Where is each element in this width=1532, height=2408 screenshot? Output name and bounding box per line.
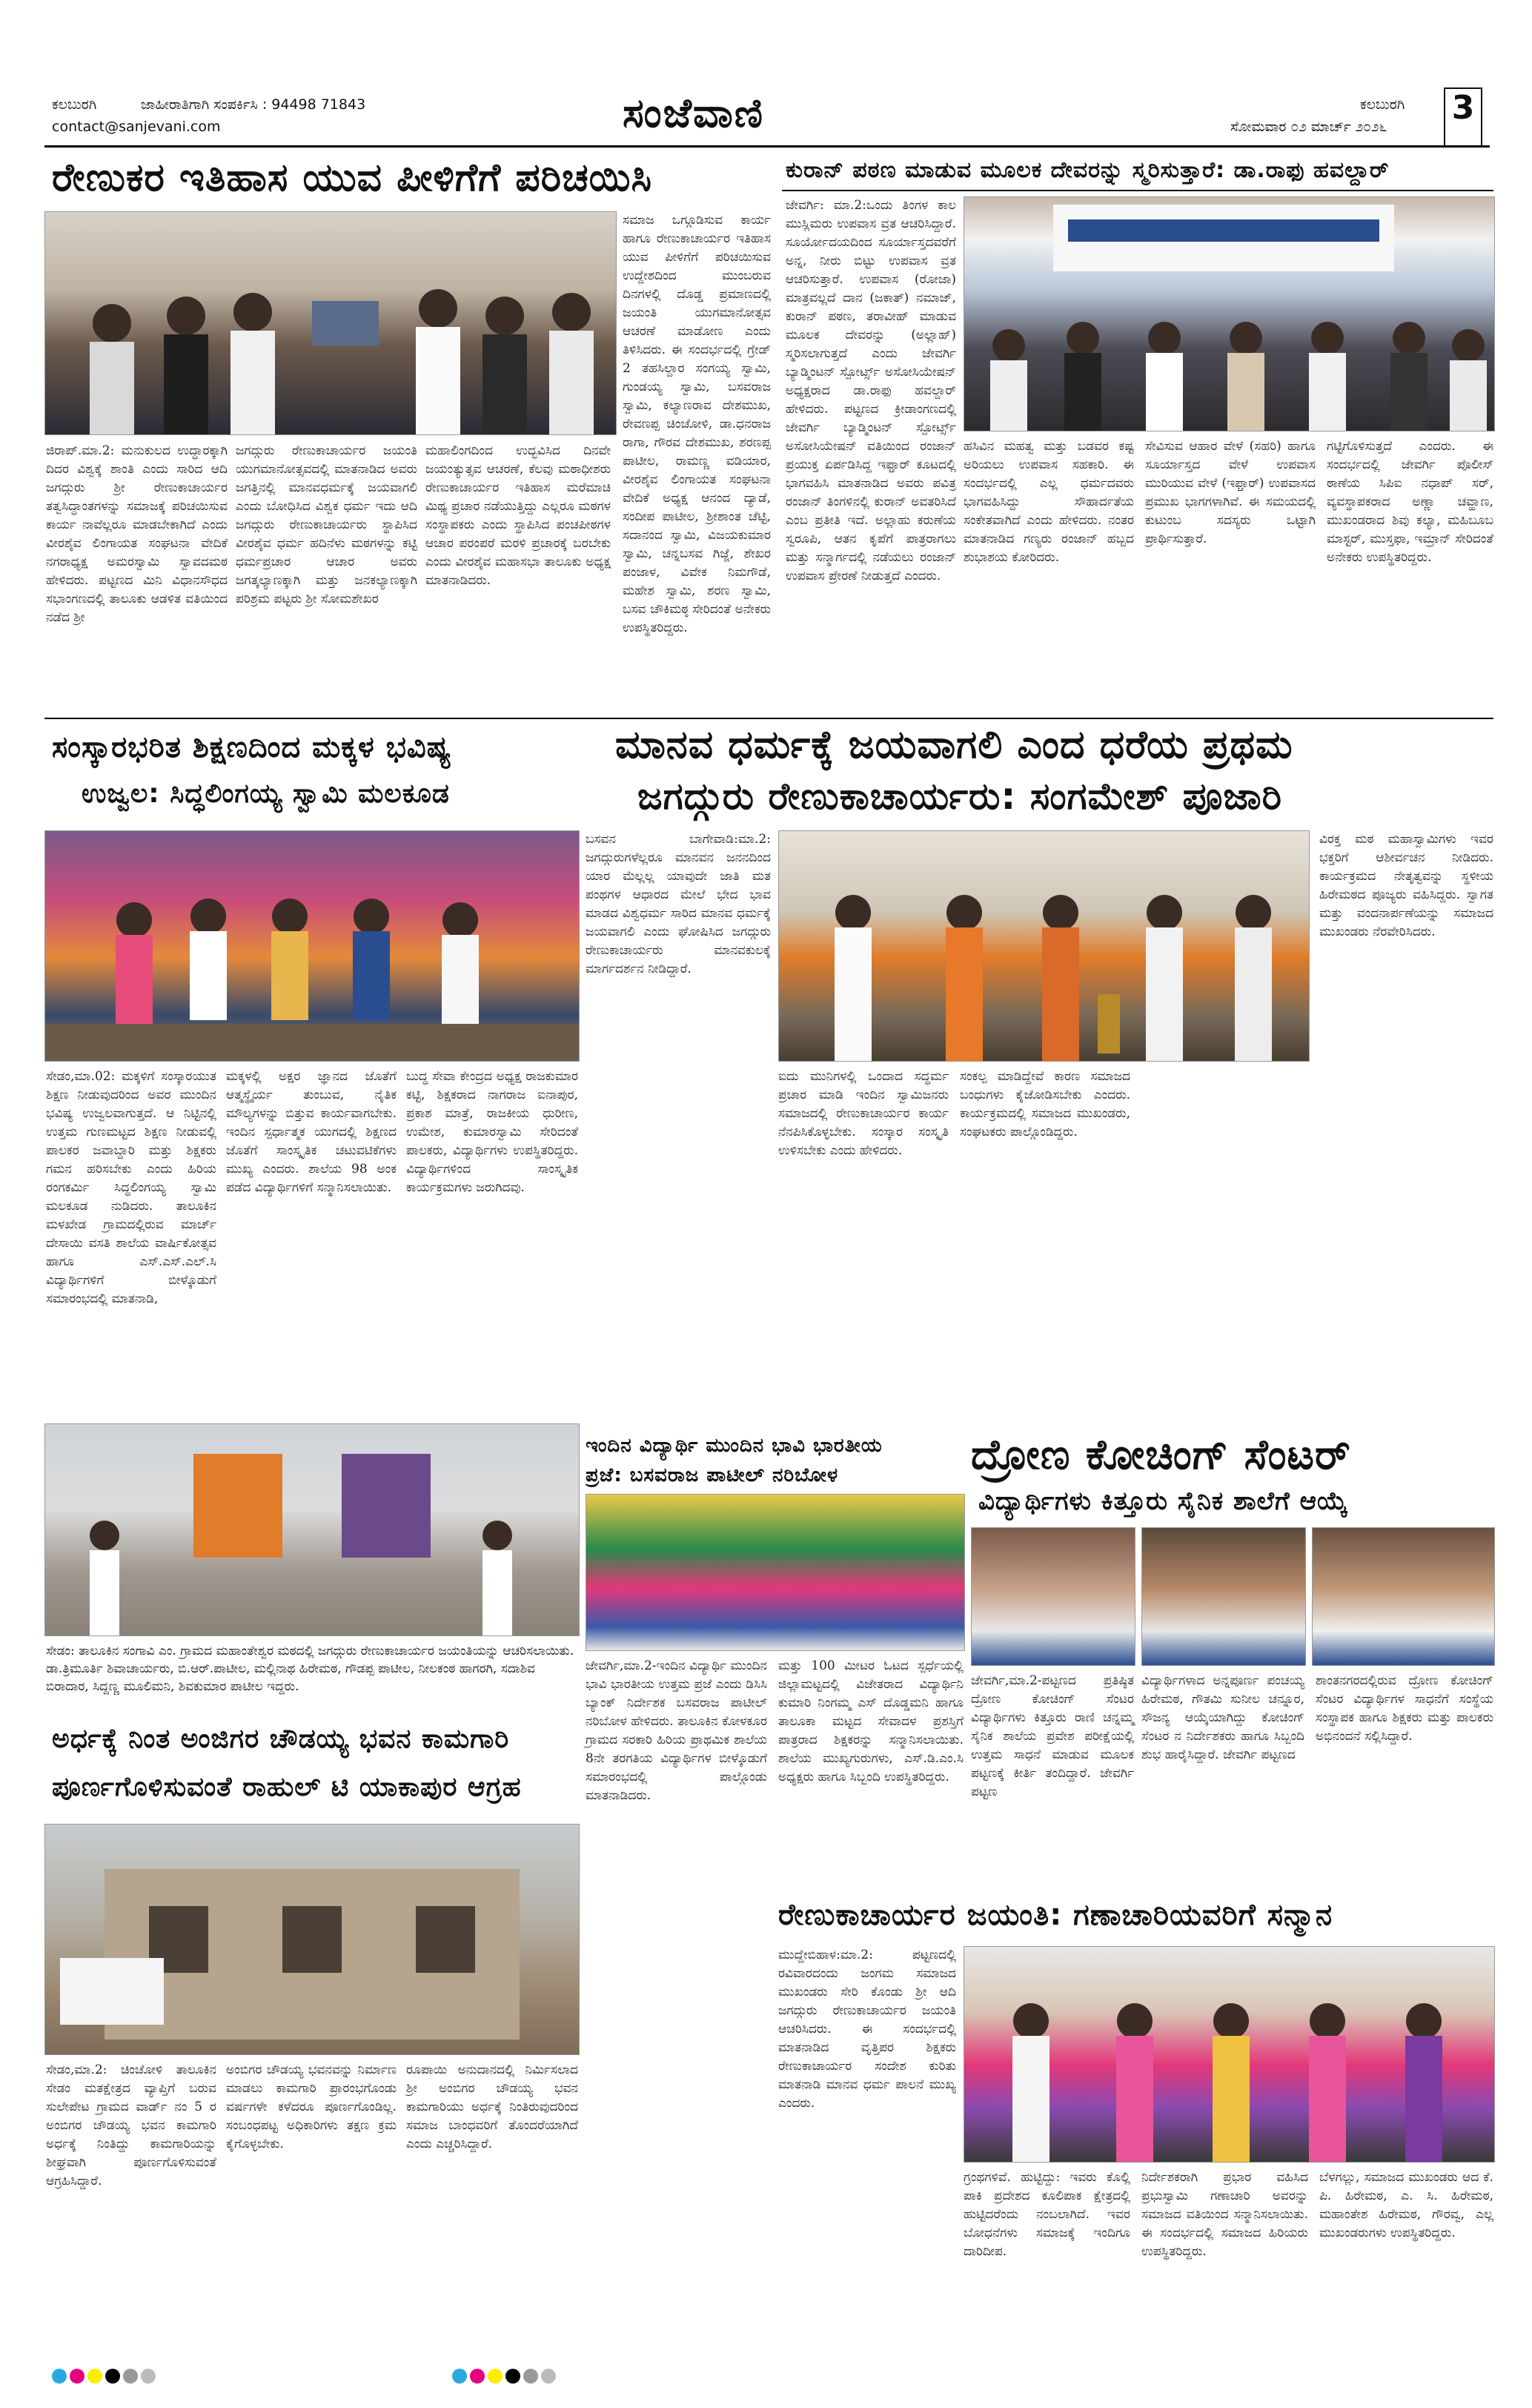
headline-drona-2: ವಿದ್ಯಾರ್ಥಿಗಳು ಕಿತ್ತೂರು ಸೈನಿಕ ಶಾಲೆಗೆ ಆಯ್ಕೆ (978, 1486, 1349, 1516)
cyan-dot (52, 2369, 67, 2384)
renuka-col-1: ಜಿರಾಪ್.ಮಾ.2: ಮನುಕುಲದ ಉದ್ಧಾರಕ್ಕಾಗಿ ದಿದರ ವಿಶ್ವಕ್ಕೆ ಶಾಂತಿ ಎಂದು ಸಾರಿದ ಆದಿ ಜಗದ್ಗುರು ಶ್ರೀ ರೇಣುಕಾಚಾರ್ಯರ ತತ್ವಸಿದ್ಧಾಂತಗಳನ್ನು ಸಮಾಜಕ್ಕೆ ಪರಿಚಯಿಸುವ ಕಾರ್ಯ ನಾವೆಲ್ಲರೂ ಮಾಡಬೇಕಾಗಿದೆ ಎಂದು ವೀರಶೈವ ಲಿಂಗಾಯತ ಸಂಘಟನಾ ವೇದಿಕೆ ನಗರಾಧ್ಯಕ್ಷ ಅಮರಸ್ವಾಮಿ ಸ್ವಾವದಮಠ ಹೇಳಿದರು. ಪಟ್ಟಣದ ಮಿನಿ ವಿಧಾನಸೌಧದ ಸಭಾಂಗಣದಲ್ಲಿ ತಾಲೂಕು ಆಡಳಿತ ವತಿಯಿಂದ ನಡೆದ ಶ್ರೀ (46, 443, 228, 625)
headline-young-2: ಪ್ರಜೆ: ಬಸವರಾಜ ಪಾಟೀಲ್ ನರಿಬೋಳ (586, 1464, 839, 1486)
sanskar-col-1: ಸೇಡಂ,ಮಾ.02: ಮಕ್ಕಳಿಗೆ ಸಂಸ್ಕಾರಯುತ ಶಿಕ್ಷಣ ನೀಡುವುದರಿಂದ ಅವರ ಮುಂದಿನ ಭವಿಷ್ಯ ಉಜ್ವಲವಾಗುತ್ತದೆ. ಆ ನಿಟ್ಟಿನಲ್ಲಿ ಉತ್ತಮ ಗುಣಮಟ್ಟದ ಶಿಕ್ಷಣ ನೀಡುವಲ್ಲಿ ಪಾಲಕರ ಜವಾಬ್ದಾರಿ ಮತ್ತು ಶಿಕ್ಷಕರು ಗಮನ ಹರಿಸಬೇಕು ಎಂದು ಹಿರಿಯ ರಂಗಕರ್ಮಿ ಸಿದ್ಧಲಿಂಗಯ್ಯ ಸ್ವಾಮಿ ಮಲಕೂಡ ನುಡಿದರು. ತಾಲೂಕಿನ ಮಳಖೇಡ ಗ್ರಾಮದಲ್ಲಿರುವ ಮಾರ್ಚ್ ದೇಸಾಯಿ ವಸತಿ ಶಾಲೆಯ ವಾರ್ಷಿಕೋತ್ಸವ ಹಾಗೂ ಎಸ್.ಎಸ್.ಎಲ್.ಸಿ ವಿದ್ಯಾರ್ಥಿಗಳಿಗೆ ಬೀಳ್ಕೊಡುಗೆ ಸಮಾರಂಭದಲ್ಲಿ ಮಾತನಾಡಿ, (46, 1069, 216, 1306)
photo-student-2 (1141, 1527, 1306, 1666)
renuka-col-3: ಮಹಾಲಿಂಗದಿಂದ ಉದ್ಭವಿಸಿದ ದಿನವೇ ಜಯಂತ್ಯುತ್ಸವ ಆಚರಣೆ, ಕೆಲವು ಮಠಾಧೀಶರು ರೇಣುಕಾಚಾರ್ಯರ ಇತಿಹಾಸ ಮರೆಮಾಚಿ ಮಿಥ್ಯ ಪ್ರಚಾರ ನಡೆಯುತ್ತಿದ್ದು ಎಲ್ಲರೂ ಮಠಗಳ ಸಂಸ್ಥಾಪಕರು ಎಂದು ಸ್ಥಾಪಿಸಿದ ಪಂಚಪೀಠಗಳ ಆಚಾರ ಪರಂಪರೆ ಮರಳಿ ಪ್ರಚಾರಕ್ಕೆ ಬರಬೇಕು ಎಂದು ವೀರಶೈವ ಮಹಾಸಭಾ ತಾಲೂಕು ಅಧ್ಯಕ್ಷ ಮಾತನಾಡಿದರು. (425, 443, 611, 588)
quran-rule (782, 190, 1493, 191)
header-city-left: ಕಲಬುರಗಿ (52, 96, 97, 113)
magenta-dot (470, 2369, 485, 2384)
photo-student-3 (1312, 1527, 1495, 1666)
headline-young-1: ಇಂದಿನ ವಿದ್ಯಾರ್ಥಿ ಮುಂದಿನ ಭಾವಿ ಭಾರತೀಯ (586, 1435, 883, 1457)
young-col-1: ಜೇವರ್ಗಿ,ಮಾ.2-ಇಂದಿನ ವಿದ್ಯಾರ್ಥಿ ಮುಂದಿನ ಭಾವಿ ಭಾರತೀಯ ಉತ್ತಮ ಪ್ರಜೆ ಎಂದು ಡಿಸಿಸಿ ಬ್ಯಾಂಕ್ ನಿರ್ದೇಶಕ ಬಸವರಾಜ ಪಾಟೀಲ್ ನರಿಬೋಳ ಹೇಳಿದರು. ತಾಲೂಕಿನ ಕೋಳಕೂರ ಗ್ರಾಮದ ಸರಕಾರಿ ಹಿರಿಯ ಪ್ರಾಥಮಿಕ ಶಾಲೆಯ 8ನೇ ತರಗತಿಯ ವಿದ್ಯಾರ್ಥಿಗಳ ಬೀಳ್ಕೊಡುಗೆ ಸಮಾರಂಭದಲ್ಲಿ ಪಾಲ್ಗೊಂಡು ಮಾತನಾಡಿದರು. (586, 1658, 767, 1803)
headline-ganachari: ರೇಣುಕಾಚಾರ್ಯರ ಜಯಂತಿ: ಗಣಾಚಾರಿಯವರಿಗೆ ಸನ್ಮಾನ (778, 1898, 1333, 1932)
photo-stage-people (45, 831, 579, 1061)
photo-sangavi-math (44, 1423, 580, 1636)
headline-manava-1: ಮಾನವ ಧರ್ಮಕ್ಕೆ ಜಯವಾಗಲಿ ಎಂದ ಧರೆಯ ಪ್ರಥಮ (615, 723, 1293, 767)
manava-col-4: ವಿರಕ್ತ ಮಠ ಮಹಾಸ್ವಾಮಿಗಳು ಇವರ ಭಕ್ತರಿಗೆ ಆಶೀರ್ವಚನ ನೀಡಿದರು. ಕಾರ್ಯಕ್ರಮದ ನೇತೃತ್ವವನ್ನು ಸ್ಥಳೀಯ ಹಿರೇಮಠದ ಪೂಜ್ಯರು ವಹಿಸಿದ್ದರು. ಸ್ವಾಗತ ಮತ್ತು ವಂದನಾರ್ಪಣೆಯನ್ನು ಸಮಾಜದ ಮುಖಂಡರು ನೆರವೇರಿಸಿದರು. (1319, 832, 1493, 939)
photo-building-shape (45, 1825, 579, 2054)
black-dot (105, 2369, 120, 2384)
yellow-dot (87, 2369, 102, 2384)
page-number: 3 (1451, 89, 1475, 127)
photo-student-1 (971, 1527, 1135, 1666)
drona-col-3: ಶಾಂತನಗರದಲ್ಲಿರುವ ದ್ರೋಣ ಕೋಚಿಂಗ್ ಸೆಂಟರ ವಿದ್ಯಾರ್ಥಿಗಳ ಸಾಧನೆಗೆ ಸಂಸ್ಥೆಯ ಸಂಸ್ಥಾಪಕ ಹಾಗೂ ಶಿಕ್ಷಕರು ಮತ್ತು ಪಾಲಕರು ಅಭಿನಂದನೆ ಸಲ್ಲಿಸಿದ್ದಾರೆ. (1316, 1673, 1493, 1744)
renuka-col-4: ಸಮಾಜ ಒಗ್ಗೂಡಿಸುವ ಕಾರ್ಯ ಹಾಗೂ ರೇಣುಕಾಚಾರ್ಯರ ಇತಿಹಾಸ ಯುವ ಪೀಳಿಗೆಗೆ ಪರಿಚಯಿಸುವ ಉದ್ದೇಶದಿಂದ ಮುಂಬರುವ ದಿನಗಳಲ್ಲಿ ದೊಡ್ಡ ಪ್ರಮಾಣದಲ್ಲಿ ಜಯಂತಿ ಯುಗಮಾನೋತ್ಸವ ಆಚರಣೆ ಮಾಡೋಣ ಎಂದು ತಿಳಿಸಿದರು. ಈ ಸಂದರ್ಭದಲ್ಲಿ ಗ್ರೇಡ್ 2 ತಹಸಿಲ್ದಾರ ಸಂಗಯ್ಯ ಸ್ವಾಮಿ, ಗುಂಡಯ್ಯ ಸ್ವಾಮಿ, ಬಸವರಾಜ ಸ್ವಾಮಿ, ಕಲ್ಯಾಣರಾವ ದೇಶಮುಖ, ರೇವಣಪ್ಪ ಚಿಂಚೋಳಿ, ಡಾ.ಧನರಾಜ ರಾಗಾ, ಗೌರವ ದೇಶಮುಖ, ಶರಣಪ್ಪ ಪಾಟೀಲ, ರಾಮಣ್ಣ ವಡಿಯಾರ, ವೀರಶೈವ ಲಿಂಗಾಯತ ಸಂಘಟನಾ ವೇದಿಕೆ ಅಧ್ಯಕ್ಷ ಆನಂದ ದ್ಯಾಡೆ, ಸಂದೀಪ ಪಾಟೀಲ, ಶ್ರೀಶಾಂತ ಚೆಟ್ಟಿ, ಸದಾನಂದ ಸ್ವಾಮಿ, ವಿಜಯಕುಮಾರ ಸ್ವಾಮಿ, ಚನ್ನಬಸವ ಗಿಜ್ಜೆ, ಶೇಖರ ಪಂಜಾಳ, ವಿವೇಕ ನಿಮಗೌಡೆ, ಮಹೇಶ ಸ್ವಾಮಿ, ಶರಣ ಸ್ವಾಮಿ, ಬಸವ ಚೌಕಿಮಠ್ಠ ಸೇರಿದಂತೆ ಅನೇಕರು ಉಪಸ್ಥಿತರಿದ್ದರು. (623, 213, 771, 635)
header-rule (44, 145, 1490, 148)
manava-col-2: ಐದು ಮುನಿಗಳಲ್ಲಿ ಒಂದಾದ ಸದ್ಧರ್ಮ ಪ್ರಚಾರ ಮಾಡಿ ಇಂದಿನ ಸ್ವಾಮಿಜನರು ಸಮಾಜದಲ್ಲಿ ರೇಣುಕಾಚಾರ್ಯರ ಕಾರ್ಯ ನೆನಪಿಸಿಕೊಳ್ಳಬೇಕು. ಸಂಸ್ಕಾರ ಸಂಸ್ಕೃತಿ ಉಳಿಸಬೇಕು ಎಂದು ಹೇಳಿದರು. (778, 1069, 949, 1158)
cmyk-dots-center (452, 2369, 559, 2386)
headline-sanskar-2: ಉಜ್ವಲ: ಸಿದ್ಧಲಿಂಗಯ್ಯ ಸ್ವಾಮಿ ಮಲಕೂಡ (82, 778, 450, 809)
headline-bhavan-1: ಅರ್ಧಕ್ಕೆ ನಿಂತ ಅಂಜಿಗರ ಚೌಡಯ್ಯ ಭವನ ಕಾಮಗಾರಿ (52, 1724, 510, 1754)
yellow-dot (488, 2369, 503, 2384)
photo-ganachari-felicitation (964, 1946, 1495, 2163)
cyan-dot (452, 2369, 467, 2384)
young-col-2: ಮತ್ತು 100 ಮೀಟರ ಓಟದ ಸ್ಪರ್ಧೆಯಲ್ಲಿ ಜಿಲ್ಲಾಮಟ್ಟದಲ್ಲಿ ವಿಜೇತರಾದ ವಿದ್ಯಾರ್ಥಿನಿ ಕುಮಾರಿ ನಿಂಗಮ್ಮ ಎಸ್ ದೊಡ್ಡಮನಿ ಹಾಗೂ ತಾಲೂಕಾ ಮಟ್ಟದ ಸೇವಾದಳ ಪ್ರಶಸ್ತಿಗೆ ಪಾತ್ರರಾದ ಶಿಕ್ಷಕರನ್ನು ಸನ್ಮಾನಿಸಲಾಯಿತು. ಶಾಲೆಯ ಮುಖ್ಯಗುರುಗಳು, ಎಸ್.ಡಿ.ಎಂ.ಸಿ ಅಧ್ಯಕ್ಷರು ಹಾಗೂ ಸಿಬ್ಬಂದಿ ಉಪಸ್ಥಿತರಿದ್ದರು. (778, 1658, 964, 1784)
bhavan-col-3: ರೂಪಾಯಿ ಅನುದಾನದಲ್ಲಿ ನಿರ್ಮಿಸಲಾದ ಶ್ರೀ ಅಂಬಿಗರ ಚೌಡಯ್ಯ ಭವನ ಕಾಮಗಾರಿಯು ಅರ್ಧಕ್ಕೆ ನಿಂತಿರುವುದರಿಂದ ಸಮಾಜ ಬಾಂಧವರಿಗೆ ತೊಂದರೆಯಾಗಿದೆ ಎಂದು ಎಚ್ಚರಿಸಿದ್ದಾರೆ. (406, 2063, 578, 2151)
header-email[interactable]: contact@sanjevani.com (52, 119, 221, 135)
sanskar-col-2: ಮಕ್ಕಳಲ್ಲಿ ಅಕ್ಷರ ಜ್ಞಾನದ ಜೊತೆಗೆ ಆತ್ಮಸ್ಥೈರ್ಯ ತುಂಬುವ, ನೈತಿಕ ಮೌಲ್ಯಗಳನ್ನು ಬಿತ್ತುವ ಕಾರ್ಯವಾಗಬೇಕು. ಇಂದಿನ ಸ್ಪರ್ಧಾತ್ಮಕ ಯುಗದಲ್ಲಿ ಶಿಕ್ಷಣದ ಜೊತೆಗೆ ಸಾಂಸ್ಕೃತಿಕ ಚಟುವಟಿಕೆಗಳು ಮುಖ್ಯ ಎಂದರು. ಶಾಲೆಯ 98 ಅಂಕ ಪಡೆದ ವಿದ್ಯಾರ್ಥಿಗಳಿಗೆ ಸನ್ಮಾನಿಸಲಾಯಿತು. (226, 1069, 397, 1195)
magenta-dot (70, 2369, 84, 2384)
quran-col-3: ಸೇವಿಸುವ ಆಹಾರ ವೇಳೆ (ಸಹರಿ) ಹಾಗೂ ಸೂರ್ಯಾಸ್ತದ ವೇಳೆ ಉಪವಾಸ ಮುರಿಯುವ ವೇಳೆ (ಇಫ್ತಾರ್) ಉಪವಾಸದ ಪ್ರಮುಖ ಭಾಗಗಳಾಗಿವೆ. ಈ ಸಮಯದಲ್ಲಿ ಕುಟುಂಬ ಸದಸ್ಯರು ಒಟ್ಟಾಗಿ ಪ್ರಾರ್ಥಿಸುತ್ತಾರೆ. (1145, 439, 1316, 546)
gray-dot (541, 2369, 556, 2384)
sanskar-col-3: ಬುದ್ಧ ಸೇವಾ ಕೇಂದ್ರದ ಅಧ್ಯಕ್ಷ ರಾಜಕುಮಾರ ಕಟ್ಟಿ, ಶಿಕ್ಷಕರಾದ ನಾಗರಾಜ ಐನಾಪುರ, ಪ್ರಕಾಶ ಮಾತ್ರೆ, ರಾಜಕೀಯ ಧುರೀಣ, ಉಮೇಶ, ಕುಮಾರಸ್ವಾಮಿ ಸೇರಿದಂತೆ ಪಾಲಕರು, ವಿದ್ಯಾರ್ಥಿಗಳು ಉಪಸ್ಥಿತರಿದ್ದರು. ವಿದ್ಯಾರ್ಥಿಗಳಿಂದ ಸಾಂಸ್ಕೃತಿಕ ಕಾರ್ಯಕ್ರಮಗಳು ಜರುಗಿದವು. (406, 1069, 578, 1195)
header-city-right: ಕಲಬುರಗಿ (1360, 96, 1405, 113)
ganachari-col-2: ಗ್ರಂಥಗಳಿವೆ. ಹುಟ್ಟಿದ್ದು: ಇವರು ಕೊಲ್ಲಿ ಪಾಕಿ ಪ್ರದೇಶದ ಕೂಲಿಪಾಕ ಕ್ಷೇತ್ರದಲ್ಲಿ ಹುಟ್ಟಿದರೆಂದು ನಂಬಲಾಗಿದೆ. ಇವರ ಬೋಧನೆಗಳು ಸಮಾಜಕ್ಕೆ ಇಂದಿಗೂ ದಾರಿದೀಪ. (964, 2170, 1130, 2259)
section-rule-1 (44, 718, 1493, 719)
cmyk-dots-left (52, 2369, 159, 2386)
renuka-col-2: ಜಗದ್ಗುರು ರೇಣುಕಾಚಾರ್ಯರ ಜಯಂತಿ ಯುಗಮಾನೋತ್ಸವದಲ್ಲಿ ಮಾತನಾಡಿದ ಅವರು ಜಗತ್ತಿನಲ್ಲಿ ಮಾನವಧರ್ಮಕ್ಕೆ ಜಯವಾಗಲಿ ಎಂದು ಬೋಧಿಸಿದ ವಿಶ್ವಕ ಧರ್ಮ ಇದು ಆದಿ ಜಗದ್ಗುರು ರೇಣುಕಾಚಾರ್ಯರು ಸ್ಥಾಪಿಸಿದ ವೀರಶೈವ ಧರ್ಮ ಹದಿನೆಳು ಮಠಗಳನ್ನು ಕಟ್ಟಿ ಧರ್ಮಪ್ರಚಾರ ಆಚಾರ ಅವರು ಜಗತ್ಕಲ್ಯಾಣಕ್ಕಾಗಿ ಮತ್ತು ಜನಕಲ್ಯಾಣಕ್ಕಾಗಿ ಪರಿಶ್ರಮ ಪಟ್ಟರು ಶ್ರೀ ಸೋಮಶೇಖರ (236, 443, 417, 606)
photo-people-silhouettes (45, 212, 616, 434)
headline-bhavan-2: ಪೂರ್ಣಗೊಳಿಸುವಂತೆ ರಾಹುಲ್ ಟಿ ಯಾಕಾಪುರ ಆಗ್ರಹ (52, 1772, 522, 1802)
headline-drona-1: ದ್ರೋಣ ಕೋಚಿಂಗ್ ಸೆಂಟರ್ (971, 1431, 1351, 1479)
header-tagline: ಜಾಹೀರಾತಿಗಾಗಿ ಸಂಪರ್ಕಿಸಿ : 94498 71843 (141, 96, 366, 113)
quran-col-4: ಗಟ್ಟಿಗೊಳಿಸುತ್ತದೆ ಎಂದರು. ಈ ಸಂದರ್ಭದಲ್ಲಿ ಜೇವರ್ಗಿ ಪೊಲೀಸ್ ಠಾಣೆಯ ಸಿಪಿಐ ನಧಾಪ್ ಸರ್, ವ್ಯವಸ್ಥಾಪಕರಾದ ಅಣ್ಣಾ ಚವ್ಹಾಣ, ಮುಖಂಡರಾದ ಶಿವು ಕಲ್ಯಾ, ಮಹಿಬೂಬ ಮಾಸ್ಟರ್, ಮುಸ್ತಫಾ, ಇಮ್ರಾನ್ ಸೇರಿದಂತೆ ಅನೇಕರು ಉಪಸ್ಥಿತರಿದ್ದರು. (1327, 439, 1493, 565)
headline-sanskar-1: ಸಂಸ್ಕಾರಭರಿತ ಶಿಕ್ಷಣದಿಂದ ಮಕ್ಕಳ ಭವಿಷ್ಯ (52, 730, 452, 764)
drona-col-1: ಜೇವರ್ಗಿ,ಮಾ.2-ಪಟ್ಟಣದ ಪ್ರತಿಷ್ಠಿತ ದ್ರೋಣ ಕೋಚಿಂಗ್ ಸೆಂಟರ ವಿದ್ಯಾರ್ಥಿಗಳು ಕಿತ್ತೂರು ರಾಣಿ ಚನ್ನಮ್ಮ ಸೈನಿಕ ಶಾಲೆಯ ಪ್ರವೇಶ ಪರೀಕ್ಷೆಯಲ್ಲಿ ಉತ್ತಮ ಸಾಧನೆ ಮಾಡುವ ಮೂಲಕ ಪಟ್ಟಣಕ್ಕೆ ಕೀರ್ತಿ ತಂದಿದ್ದಾರೆ. ಜೇವರ್ಗಿ ಪಟ್ಟಣ (971, 1673, 1134, 1799)
photo-swamiji-lamp (778, 830, 1310, 1062)
caption-sangavi: ಸೇಡಂ: ತಾಲೂಕಿನ ಸಂಗಾವಿ ಎಂ. ಗ್ರಾಮದ ಮಹಾಂತೇಶ್ವರ ಮಠದಲ್ಲಿ ಜಗದ್ಗುರು ರೇಣುಕಾಚಾರ್ಯರ ಜಯಂತಿಯನ್ನು ಆಚರಿಸಲಾಯಿತು. ಡಾ.ತ್ರಿಮೂರ್ತಿ ಶಿವಾಚಾರ್ಯರು, ಬಿ.ಆರ್.ಪಾಟೀಲ, ಮಲ್ಲಿನಾಥ ಹಿರೇಮಠ, ಗೌಡಪ್ಪ ಪಾಟೀಲ, ನೀಲಕಂಠ ಹಾಗರಗಿ, ಸದಾಶಿವ ಬಿರಾದಾರ, ಸಿದ್ದಣ್ಣ ಮೂಲಿಮನಿ, ಶಿವಕುಮಾರ ಪಾಟೀಲ ಇದ್ದರು. (46, 1644, 574, 1694)
headline-renuka-history: ರೇಣುಕರ ಇತಿಹಾಸ ಯುವ ಪೀಳಿಗೆಗೆ ಪರಿಚಯಿಸಿ (52, 156, 653, 200)
headline-quran: ಕುರಾನ್ ಪಠಣ ಮಾಡುವ ಮೂಲಕ ದೇವರನ್ನು ಸ್ಮರಿಸುತ್ತಾರೆ: ಡಾ.ರಾಫು ಹವಲ್ದಾರ್ (786, 157, 1390, 183)
manava-col-1: ಬಸವನ ಬಾಗೇವಾಡಿ:ಮಾ.2: ಜಗದ್ಗುರುಗಳೆಲ್ಲರೂ ಮಾನವನ ಜನನದಿಂದ ಯಾರ ಮೆಲ್ಲಲ್ಲ ಯಾವುದೇ ಜಾತಿ ಮತ ಪಂಥಗಳ ಆಧಾರದ ಮೇಲೆ ಭೇದ ಭಾವ ಮಾಡದ ವಿಶ್ವಧರ್ಮ ಸಾರಿದ ಮಾನವ ಧರ್ಮಕ್ಕೆ ಜಯವಾಗಲಿ ಎಂದು ಘೋಷಿಸಿದ ಜಗದ್ಗುರು ರೇಣುಕಾಚಾರ್ಯರು ಮಾನವಕುಲಕ್ಕೆ ಮಾರ್ಗದರ್ಶನ ನೀಡಿದ್ದಾರೆ. (586, 832, 771, 976)
quran-col-1: ಜೇವರ್ಗಿ: ಮಾ.2:ಒಂದು ತಿಂಗಳ ಕಾಲ ಮುಸ್ಲಿಮರು ಉಪವಾಸ ವ್ರತ ಆಚರಿಸಿದ್ದಾರೆ. ಸೂರ್ಯೋದಯದಿಂದ ಸೂರ್ಯಾಸ್ತದವರೆಗೆ ಅನ್ನ, ನೀರು ಬಿಟ್ಟು ಉಪವಾಸ ವ್ರತ ಆಚರಿಸುತ್ತಾರೆ. ಉಪವಾಸ (ರೋಜಾ) ಮಾತ್ರವಲ್ಲದೆ ದಾನ (ಜಕಾತ್) ನಮಾಜ್, ಕುರಾನ್ ಪಠಣ, ತರಾವೀಹ್ ಮಾಡುವ ಮೂಲಕ ದೇವರನ್ನು (ಅಲ್ಲಾಹ್) ಸ್ಮರಿಸಲಾಗುತ್ತದೆ ಎಂದು ಜೇವರ್ಗಿ ಬ್ಯಾಡ್ಮಿಂಟನ್ ಸ್ಪೋರ್ಟ್ಸ್ ಅಸೋಸಿಯೇಷನ್ ಅಧ್ಯಕ್ಷರಾದ ಡಾ.ರಾಫು ಹವಲ್ದಾರ್ ಹೇಳಿದರು. ಪಟ್ಟಣದ ಕ್ರೀಡಾಂಗಣದಲ್ಲಿ ಜೇವರ್ಗಿ ಬ್ಯಾಡ್ಮಿಂಟನ್ ಸ್ಪೋರ್ಟ್ಸ್ ಅಸೋಸಿಯೇಷನ್ ವತಿಯಿಂದ ರಂಜಾನ್ ಪ್ರಯುಕ್ತ ಏರ್ಪಡಿಸಿದ್ದ ಇಫ್ತಾರ್ ಕೂಟದಲ್ಲಿ ಭಾಗವಹಿಸಿ ಮಾತನಾಡಿದ ಅವರು ಪವಿತ್ರ ರಂಜಾನ್ ತಿಂಗಳಿನಲ್ಲಿ ಕುರಾನ್ ಅವತರಿಸಿದೆ ಎಂಬ ಪ್ರತೀತಿ ಇದೆ. ಅಲ್ಲಾಹು ಕರುಣೆಯ ಸ್ವರೂಪಿ, ಆತನ ಕೃಪೆಗೆ ಪಾತ್ರರಾಗಲು ಮತ್ತು ಸನ್ಮಾರ್ಗದಲ್ಲಿ ನಡೆಯಲು ರಂಜಾನ್ ಉಪವಾಸ ಪ್ರೇರಣೆ ನೀಡುತ್ತದೆ ಎಂದರು. (786, 198, 956, 583)
header-date: ಸೋಮವಾರ ೦೨ ಮಾರ್ಚ್ ೨೦೨೬ (1230, 119, 1387, 135)
photo-renuka-event (44, 211, 617, 435)
drona-col-2: ವಿದ್ಯಾರ್ಥಿಗಳಾದ ಅನ್ನಪೂರ್ಣ ಪಂಚಯ್ಯ ಹಿರೇಮಠ, ಗೌತಮಿ ಸುನೀಲ ಚನ್ನೂರ, ಸೌಜನ್ಯ ಆಯ್ಕೆಯಾಗಿದ್ದು ಕೋಚಿಂಗ್ ಸೆಂಟರ ನ ನಿರ್ದೇಶಕರು ಹಾಗೂ ಸಿಬ್ಬಂದಿ ಶುಭ ಹಾರೈಸಿದ್ದಾರೆ. ಜೇವರ್ಗಿ ಪಟ್ಟಣದ (1141, 1673, 1304, 1762)
photo-math-ceremony (45, 1424, 579, 1635)
gray-dot (141, 2369, 156, 2384)
ganachari-col-3: ನಿರ್ದೇಶಕರಾಗಿ ಪ್ರಭಾರ ವಹಿಸಿದ ಪ್ರಭುಸ್ವಾಮಿ ಗಣಾಚಾರಿ ಅವರನ್ನು ಸಮಾಜದ ವತಿಯಿಂದ ಸನ್ಮಾನಿಸಲಾಯಿತು. ಈ ಸಂದರ್ಭದಲ್ಲಿ ಸಮಾಜದ ಹಿರಿಯರು ಉಪಸ್ಥಿತರಿದ್ದರು. (1141, 2170, 1308, 2259)
photo-iftar-event (964, 196, 1495, 431)
gray-dot (123, 2369, 138, 2384)
photo-felicitation-figures (964, 1947, 1494, 2162)
photo-banner-group (964, 197, 1494, 431)
photo-unfinished-building (44, 1824, 580, 2055)
black-dot (505, 2369, 520, 2384)
manava-col-3: ಸಂಕಲ್ಪ ಮಾಡಿದ್ದೇವೆ ಕಾರಣ ಸಮಾಜದ ಬಂಧುಗಳು ಕೈಜೋಡಿಸಬೇಕು ಎಂದರು. ಕಾರ್ಯಕ್ರಮದಲ್ಲಿ ಸಮಾಜದ ಮುಖಂಡರು, ಸಂಘಟಕರು ಪಾಲ್ಗೊಂಡಿದ್ದರು. (960, 1069, 1130, 1140)
photo-swamiji-figures (779, 831, 1309, 1061)
page-number-box (1444, 87, 1482, 147)
ganachari-col-1: ಮುದ್ದೇಬಿಹಾಳ:ಮಾ.2: ಪಟ್ಟಣದಲ್ಲಿ ರವಿವಾರದಂದು ಜಂಗಮ ಸಮಾಜದ ಮುಖಂಡರು ಸೇರಿ ಕೊಂಡು ಶ್ರೀ ಆದಿ ಜಗದ್ಗುರು ರೇಣುಕಾಚಾರ್ಯರ ಜಯಂತಿ ಆಚರಿಸಿದರು. ಈ ಸಂದರ್ಭದಲ್ಲಿ ಮಾತನಾಡಿದ ವೃತ್ತಿಪರ ಶಿಕ್ಷಕರು ರೇಣುಕಾಚಾರ್ಯರ ಸಂದೇಶ ಕುರಿತು ಮಾತನಾಡಿ ಮಾನವ ಧರ್ಮ ಪಾಲನೆ ಮುಖ್ಯ ಎಂದರು. (778, 1948, 956, 2111)
ganachari-col-4: ಬೆಳಗಲ್ಲು, ಸಮಾಜದ ಮುಖಂಡರು ಆದ ಕೆ. ಪಿ. ಹಿರೇಮಠ, ಎ. ಸಿ. ಹಿರೇಮಠ, ಮಹಾಂತೇಶ ಹಿರೇಮಠ, ಗೌರವ್ವ, ಎಲ್ಲ ಮುಖಂಡರುಗಳು ಉಪಸ್ಥಿತರಿದ್ದರು. (1319, 2170, 1493, 2240)
headline-manava-2: ಜಗದ್ಗುರು ರೇಣುಕಾಚಾರ್ಯರು: ಸಂಗಮೇಶ್ ಪೂಜಾರಿ (637, 775, 1283, 818)
photo-school-farewell (586, 1494, 965, 1651)
gray-dot (523, 2369, 538, 2384)
photo-school-felicitation (44, 830, 580, 1062)
bhavan-col-1: ಸೇಡಂ,ಮಾ.2: ಚಿಂಚೋಳಿ ತಾಲೂಕಿನ ಸೇಡಂ ಮತಕ್ಷೇತ್ರದ ವ್ಯಾಪ್ತಿಗೆ ಬರುವ ಸುಲೇಪೇಟ ಗ್ರಾಮದ ವಾರ್ಡ್ ನಂ 5 ರ ಅಂಬಿಗರ ಚೌಡಯ್ಯ ಭವನ ಕಾಮಗಾರಿ ಅರ್ಧಕ್ಕೆ ನಿಂತಿದ್ದು ಕಾಮಗಾರಿಯನ್ನು ಶೀಘ್ರವಾಗಿ ಪೂರ್ಣಗೊಳಿಸುವಂತೆ ಆಗ್ರಹಿಸಿದ್ದಾರೆ. (46, 2063, 216, 2189)
bhavan-col-2: ಅಂಬಿಗರ ಚೌಡಯ್ಯ ಭವನವನ್ನು ನಿರ್ಮಾಣ ಮಾಡಲು ಕಾಮಗಾರಿ ಪ್ರಾರಂಭಗೊಂಡು ವರ್ಷಗಳೇ ಕಳೆದರೂ ಪೂರ್ಣಗೊಂಡಿಲ್ಲ. ಸಂಬಂಧಪಟ್ಟ ಅಧಿಕಾರಿಗಳು ತಕ್ಷಣ ಕ್ರಮ ಕೈಗೊಳ್ಳಬೇಕು. (226, 2063, 397, 2151)
quran-col-2: ಹಸಿವಿನ ಮಹತ್ವ ಮತ್ತು ಬಡವರ ಕಷ್ಟ ಅರಿಯಲು ಉಪವಾಸ ಸಹಕಾರಿ. ಈ ಸಂದರ್ಭದಲ್ಲಿ ಎಲ್ಲ ಧರ್ಮದವರು ಭಾಗವಹಿಸಿದ್ದು ಸೌಹಾರ್ದತೆಯ ಸಂಕೇತವಾಗಿದೆ ಎಂದು ಹೇಳಿದರು. ನಂತರ ಮಾತನಾಡಿದ ಗಣ್ಯರು ರಂಜಾನ್ ಹಬ್ಬದ ಶುಭಾಶಯ ಕೋರಿದರು. (964, 439, 1134, 565)
masthead: ಸಂಜೆವಾಣಿ (623, 89, 765, 136)
